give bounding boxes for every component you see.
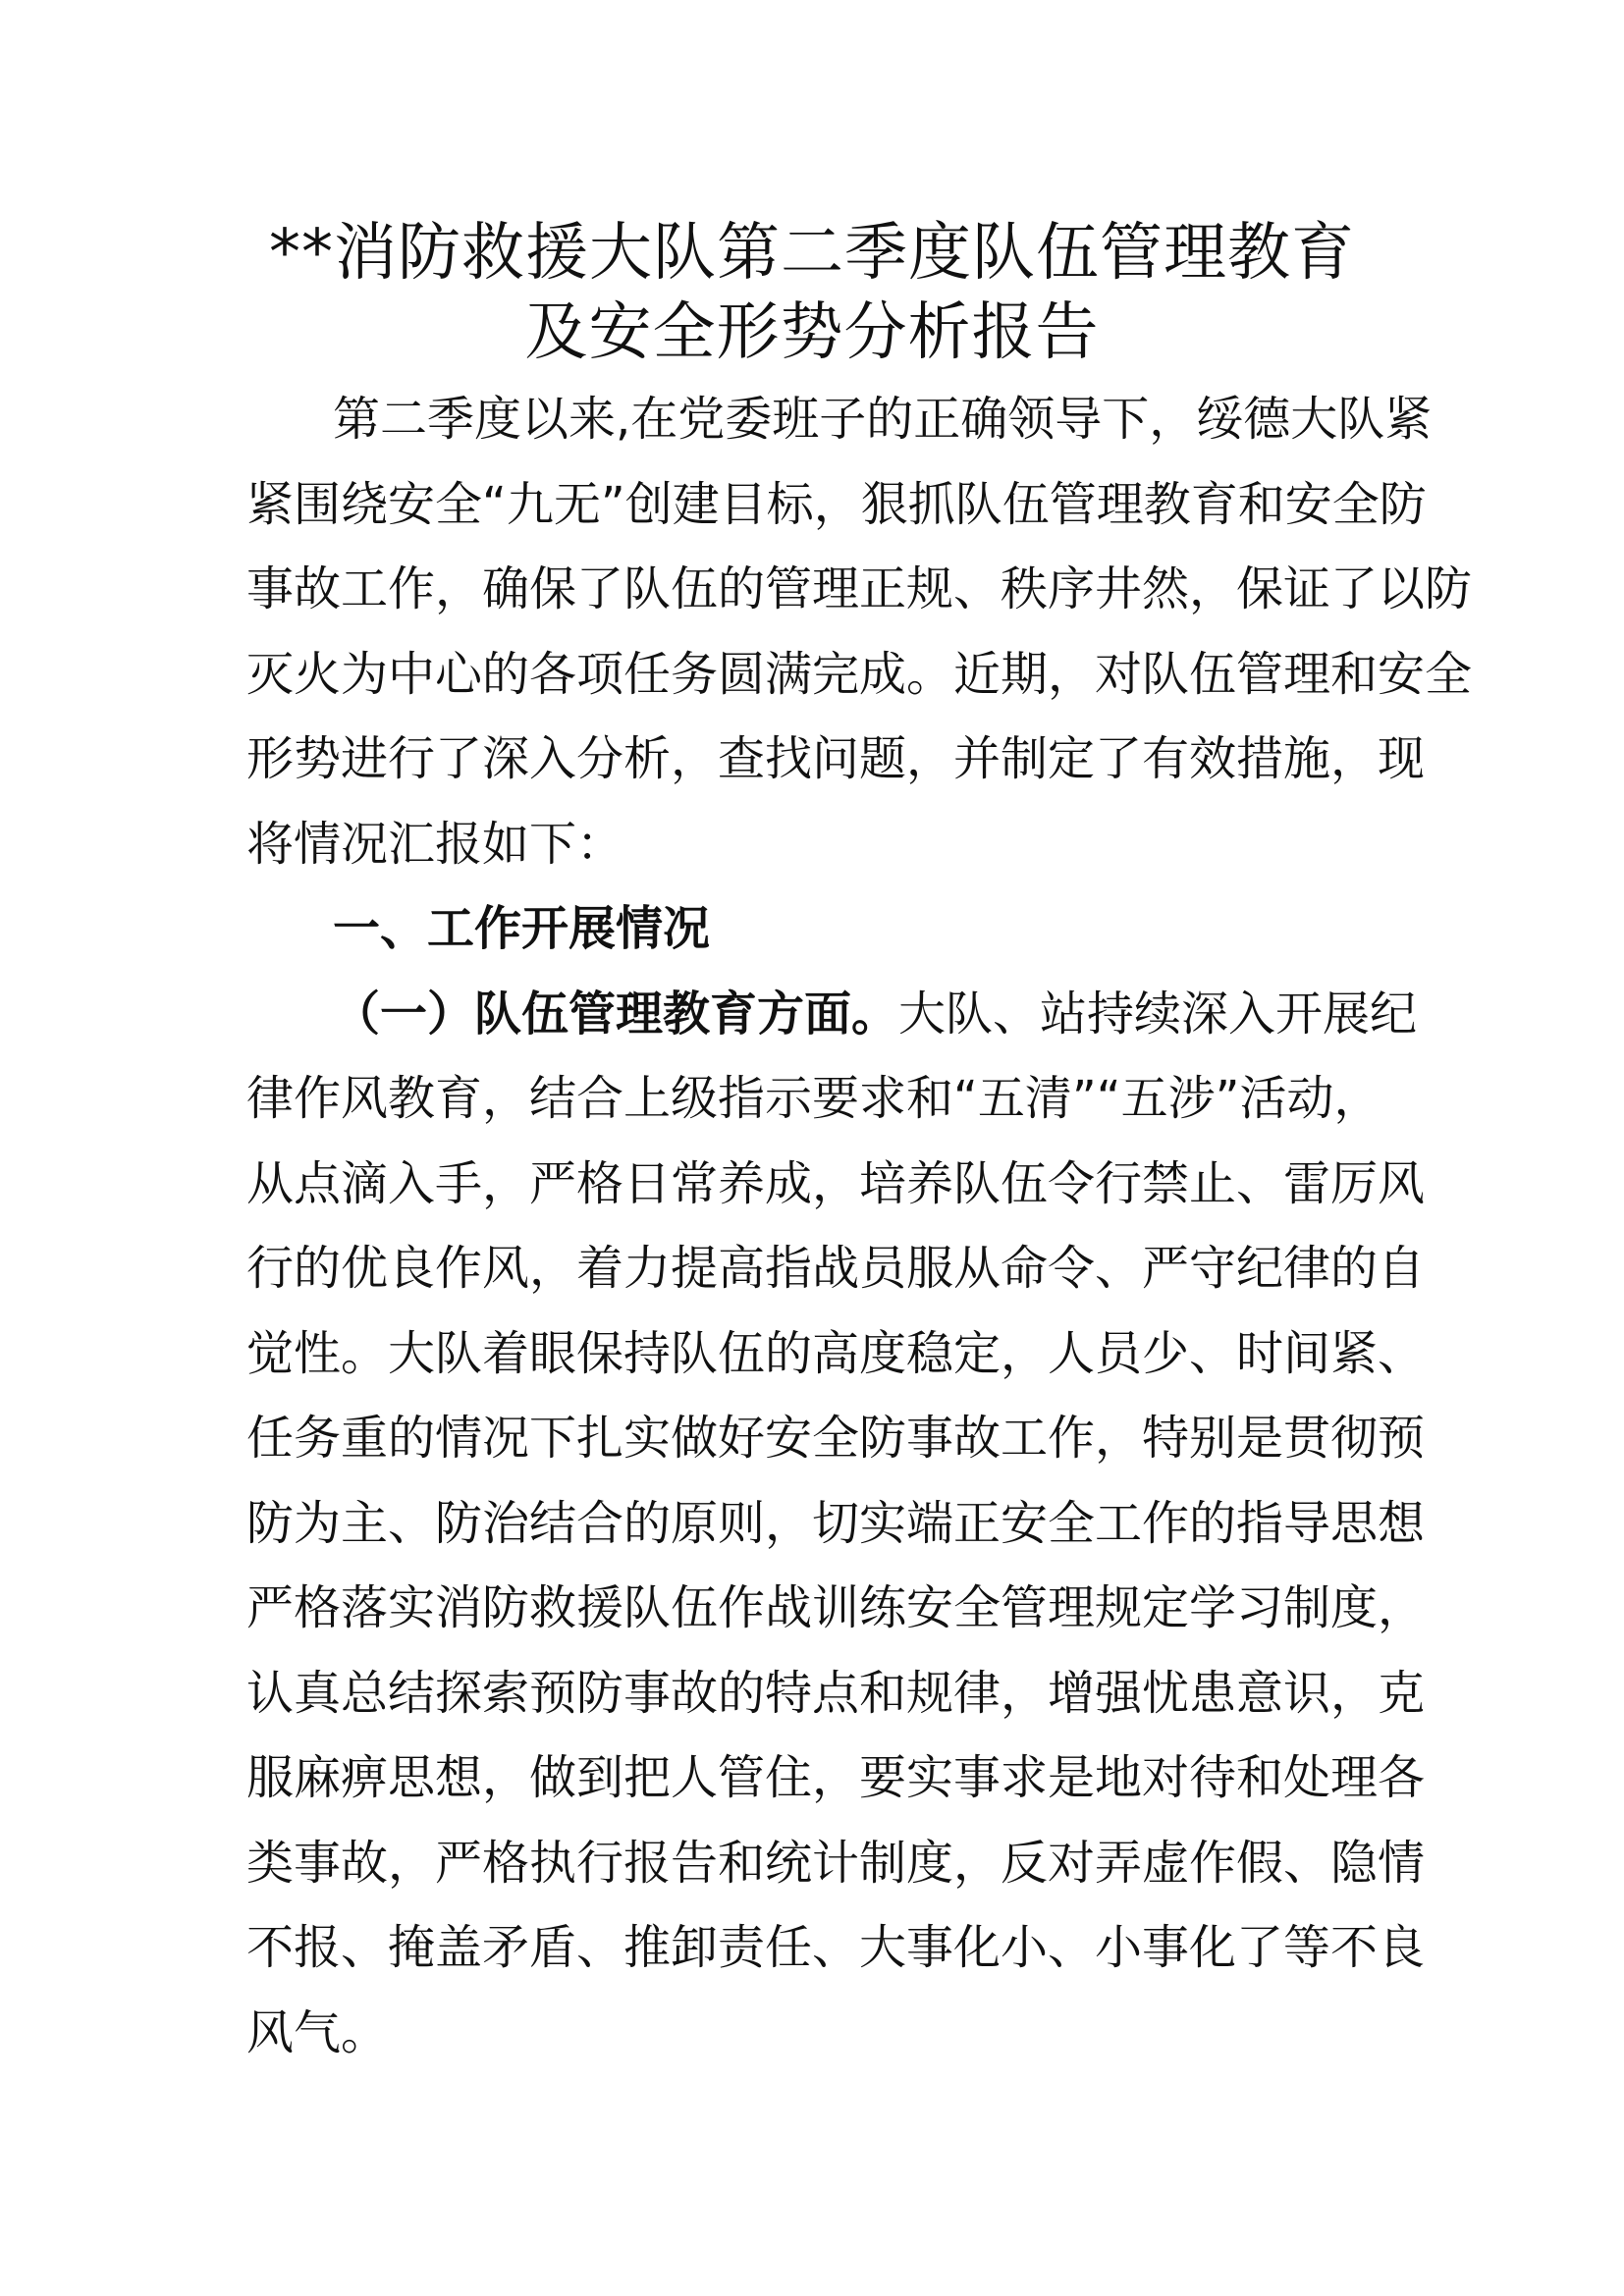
subsection-1-line-9: 认真总结探索预防事故的特点和规律，增强忧患意识，克 bbox=[246, 1665, 1426, 1721]
subsection-1-line-6: 任务重的情况下扎实做好安全防事故工作，特别是贯彻预 bbox=[246, 1411, 1426, 1466]
intro-line-5: 形势进行了深入分析，查找问题，并制定了有效措施，现 bbox=[246, 731, 1426, 786]
intro-line-4: 灭火为中心的各项任务圆满完成。近期，对队伍管理和安全 bbox=[246, 646, 1473, 702]
section-heading-1: 一、工作开展情况 bbox=[333, 901, 711, 956]
subsection-1-line-7: 防为主、防治结合的原则，切实端正安全工作的指导思想 bbox=[246, 1495, 1426, 1551]
subsection-1-line-10: 服麻痹思想，做到把人管住，要实事求是地对待和处理各 bbox=[246, 1750, 1426, 1805]
subsection-1-line-5: 觉性。大队着眼保持队伍的高度稳定，人员少、时间紧、 bbox=[246, 1325, 1426, 1381]
document-title-line-2: 及安全形势分析报告 bbox=[524, 296, 1100, 369]
subsection-1-heading: （一）队伍管理教育方面。 bbox=[333, 986, 899, 1041]
intro-line-6: 将情况汇报如下： bbox=[246, 816, 624, 872]
subsection-1-first-line bbox=[246, 972, 1418, 1057]
document-body bbox=[246, 377, 1473, 2075]
subsection-1-line-4: 行的优良作风，着力提高指战员服从命令、严守纪律的自 bbox=[246, 1241, 1426, 1296]
intro-line-3: 事故工作，确保了队伍的管理正规、秩序井然，保证了以防 bbox=[246, 561, 1473, 616]
subsection-1-first-line-rest: 大队、站持续深入开展纪 bbox=[898, 986, 1418, 1041]
subsection-1-line-12: 不报、掩盖矛盾、推卸责任、大事化小、小事化了等不良 bbox=[246, 1920, 1426, 1975]
subsection-1-line-3: 从点滴入手，严格日常养成，培养队伍令行禁止、雷厉风 bbox=[246, 1155, 1426, 1211]
intro-line-1: 第二季度以来,在党委班子的正确领导下，绥德大队紧 bbox=[333, 392, 1433, 447]
subsection-1-line-2: 律作风教育，结合上级指示要求和“五清”“五涉”活动， bbox=[246, 1071, 1381, 1126]
document-title-line-1: **消防救援大队第二季度队伍管理教育 bbox=[269, 217, 1355, 290]
intro-line-2: 紧围绕安全“九无”创建目标，狠抓队伍管理教育和安全防 bbox=[246, 476, 1427, 532]
subsection-1-line-11: 类事故，严格执行报告和统计制度，反对弄虚作假、隐情 bbox=[246, 1835, 1426, 1891]
subsection-1-line-8: 严格落实消防救援队伍作战训练安全管理规定学习制度， bbox=[246, 1580, 1426, 1635]
subsection-1-line-13: 风气。 bbox=[246, 2004, 389, 2060]
